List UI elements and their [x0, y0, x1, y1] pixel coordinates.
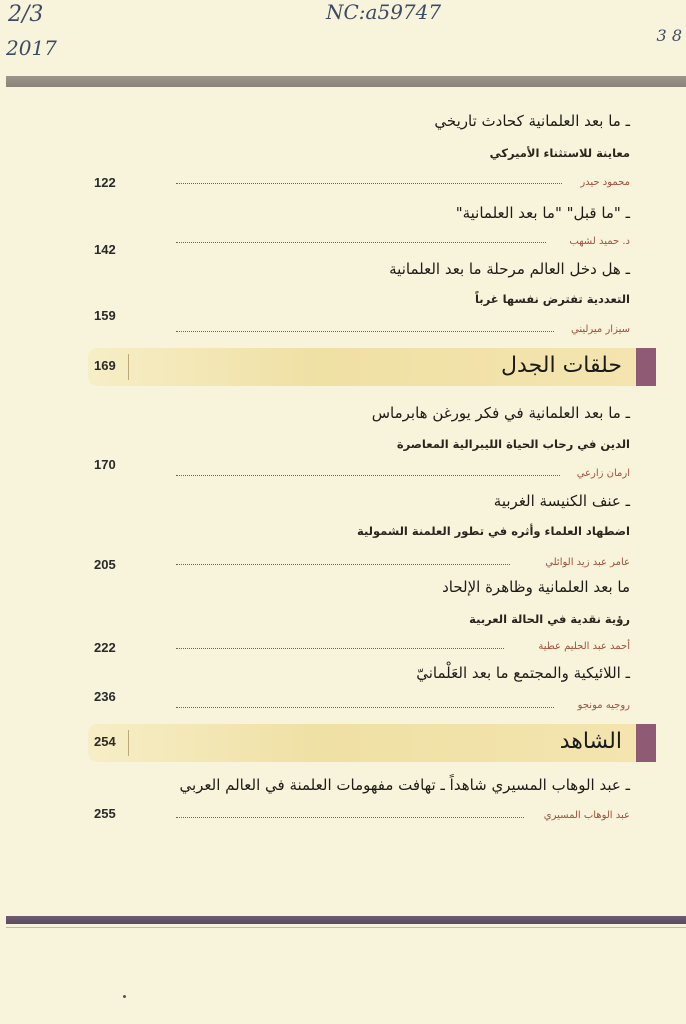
section-title: حلقات الجدل — [501, 353, 622, 378]
entry-subtitle: رؤية نقدية في الحالة العربية — [469, 612, 630, 626]
leader-dots — [176, 707, 554, 708]
handwritten-call-number: NC:a59747 — [326, 0, 442, 24]
entry-subtitle: التعددية تفترض نفسها غرباً — [474, 292, 630, 306]
page-number: 142 — [94, 242, 116, 257]
entry-subtitle: اضطهاد العلماء وأثره في تطور العلمنة الشمولية — [356, 524, 630, 538]
handwritten-note-fraction: 2/3 — [8, 2, 44, 27]
section-separator — [128, 354, 129, 380]
top-divider — [6, 76, 686, 87]
page-number: 170 — [94, 457, 116, 472]
section-tab — [636, 348, 656, 386]
entry-title: ـ اللائيكية والمجتمع ما بعد العَلْمانيّ — [416, 664, 630, 682]
entry-author: سيزار ميرليني — [570, 324, 630, 335]
section-header — [88, 348, 656, 386]
section-title: الشاهد — [559, 729, 622, 754]
entry-title: ـ ما بعد العلمانية كحادث تاريخي — [434, 112, 630, 130]
entry-title: ما بعد العلمانية وظاهرة الإلحاد — [442, 578, 630, 596]
leader-dots — [176, 817, 524, 818]
bottom-divider-line — [6, 927, 686, 928]
page-number: 159 — [94, 308, 116, 323]
entry-author: ارمان زارعي — [576, 468, 630, 479]
entry-author: روجيه مونجو — [577, 700, 630, 711]
leader-dots — [176, 183, 562, 184]
entry-author: عبد الوهاب المسيري — [543, 810, 630, 821]
leader-dots — [176, 475, 560, 476]
handwritten-note-right: 3 8 — [656, 26, 682, 45]
handwritten-note-year: 2017 — [6, 36, 57, 60]
section-page-number: 169 — [94, 358, 116, 373]
entry-title: ـ "ما قبل" "ما بعد العلمانية" — [455, 204, 630, 222]
section-separator — [128, 730, 129, 756]
speck — [123, 995, 126, 998]
entry-author: محمود حيدر — [580, 177, 630, 188]
page-number: 122 — [94, 175, 116, 190]
bottom-divider — [6, 916, 686, 924]
entry-author: د. حميد لشهب — [569, 236, 630, 247]
entry-subtitle: الدين في رحاب الحياة الليبرالية المعاصرة — [396, 437, 630, 451]
leader-dots — [176, 648, 504, 649]
entry-title: ـ عنف الكنيسة الغربية — [493, 492, 630, 510]
entry-title: ـ عبد الوهاب المسيري شاهداً ـ تهافت مفهومات العلمنة في العالم العربي — [179, 776, 630, 794]
leader-dots — [176, 564, 510, 565]
section-tab — [636, 724, 656, 762]
section-page-number: 254 — [94, 734, 116, 749]
page-number: 205 — [94, 557, 116, 572]
leader-dots — [176, 242, 546, 243]
page-number: 222 — [94, 640, 116, 655]
entry-author: عامر عبد زيد الوائلي — [545, 557, 630, 568]
page-number: 255 — [94, 806, 116, 821]
section-header — [88, 724, 656, 762]
page-number: 236 — [94, 689, 116, 704]
entry-title: ـ ما بعد العلمانية في فكر يورغن هابرماس — [371, 404, 630, 422]
ghost-text — [402, 360, 406, 374]
leader-dots — [176, 331, 554, 332]
entry-subtitle: معاينة للاستثناء الأميركي — [489, 146, 630, 160]
entry-author: أحمد عبد الحليم عطية — [538, 641, 630, 652]
entry-title: ـ هل دخل العالم مرحلة ما بعد العلمانية — [389, 260, 630, 278]
